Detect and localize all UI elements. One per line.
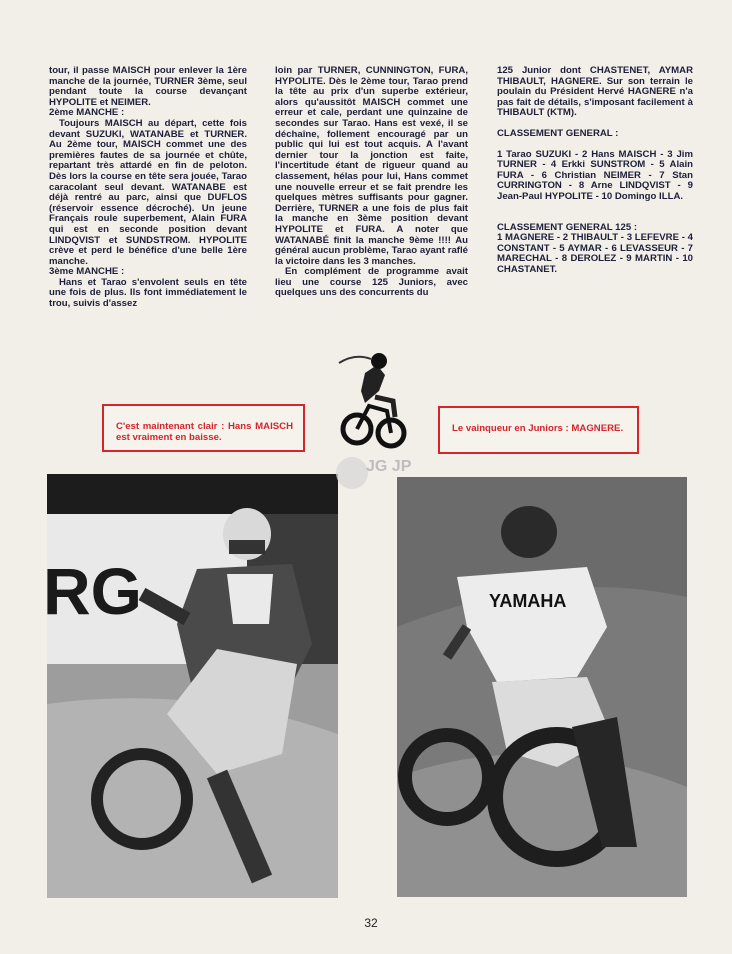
page-number: 32 — [364, 916, 378, 930]
photo-magnere — [397, 477, 687, 897]
classement-125-title: CLASSEMENT GENERAL 125 : — [497, 221, 638, 233]
paragraph: En complément de programme avait lieu une course 125 Juniors, avec quelques uns des concurrents du — [275, 266, 468, 299]
paragraph: 125 Junior dont CHASTENET, AYMAR THIBAULT, HAGNERE. Sur son terrain le poulain du Président Hervé HAGNERE n'a pas fait de détails, s'imposant facilement à THIBAULT (KTM). — [497, 65, 693, 119]
section-heading: 2ème MANCHE : — [49, 107, 125, 119]
photo-hans-maisch — [43, 474, 338, 898]
paragraph: tour, il passe MAISCH pour enlever la 1ère manche de la journée, TURNER 3ème, seul pendant toute la course devançant HYPOLITE et NEIMER. — [49, 65, 247, 108]
jersey-text: YAMAHA — [489, 591, 567, 611]
banner-text: RG — [43, 554, 142, 628]
paragraph: Toujours MAISCH au départ, cette fois devant SUZUKI, WATANABE et TURNER. Au 2ème tour, MAISCH commet une des premières fautes de sa journée et chûte, repartant très attardé en fin de peloton. Dès lors la course en tête sera jouée, Tarao caracolant seul devant. WATANABE est déjà rentré au parc, ainsi que DUFLOS (réservoir essence décroché). Un jeune Français roule superbement, Alain FURA qui est en seconde position devant LINDQVIST et SUNDSTROM. HYPOLITE crève et perd le bénéfice d'une belle 1ère manche. — [49, 117, 247, 267]
motocross-rider-illustration — [335, 351, 407, 453]
classement-list: 1 Tarao SUZUKI - 2 Hans MAISCH - 3 Jim TURNER - 4 Erkki SUNSTROM - 5 Alain FURA - 6 Christian NEIMER - 7 Stan CURRINGTON - 8 Arne LINDQVIST - 9 Jean-Paul HYPOLITE - 10 Domingo ILLA. — [497, 148, 693, 202]
photo-caption-right — [438, 406, 639, 454]
caption-text: C'est maintenant clair : Hans MAISCH est vraiment en baisse. — [116, 421, 293, 443]
watermark-text: JG JP — [366, 458, 412, 475]
classement-125-list: 1 MAGNERE - 2 THIBAULT - 3 LEFEVRE - 4 CONSTANT - 5 AYMAR - 6 LEVASSEUR - 7 MARECHAL - 8 DEROLEZ - 9 MARTIN - 10 CHASTANET. — [497, 232, 693, 275]
paragraph: Hans et Tarao s'envolent seuls en tête une fois de plus. Ils font immédiatement le trou, suivis d'assez — [49, 276, 247, 310]
article-column-3 — [497, 66, 693, 276]
paragraph: loin par TURNER, CUNNINGTON, FURA, HYPOLITE. Dès le 2ème tour, Tarao prend la tête au prix d'un superbe extérieur, alors qu'aussitôt MAISCH commet une erreur et cale, perdant une quinzaine de secondes sur Tarao. Hans est vexé, il se déchaîne, follement encouragé par un public qui lui est tout acquis. A l'avant dernier tour la jonction est faite, l'incertitude étant de rigueur quand au classement, hélas pour lui, Hans commet une nouvelle erreur et se fait prendre les quelques mètres suffisants pour gagner. Derrière, TURNER a une fois de plus fait la manche en 3ème position devant HYPOLITE et FURA. A noter que WATANABÉ finit la manche 9ème !!!! Au général aucun problème, Tarao ayant raflé la victoire dans les 3 manches. — [275, 65, 468, 267]
article-column-2 — [275, 66, 468, 299]
watermark-logo — [334, 451, 412, 495]
photo-caption-left — [102, 404, 305, 452]
section-heading: 3ème MANCHE : — [49, 266, 125, 278]
classement-title: CLASSEMENT GENERAL : — [497, 127, 619, 139]
caption-text: Le vainqueur en Juniors : MAGNERE. — [452, 423, 624, 434]
article-column-1 — [49, 66, 247, 310]
